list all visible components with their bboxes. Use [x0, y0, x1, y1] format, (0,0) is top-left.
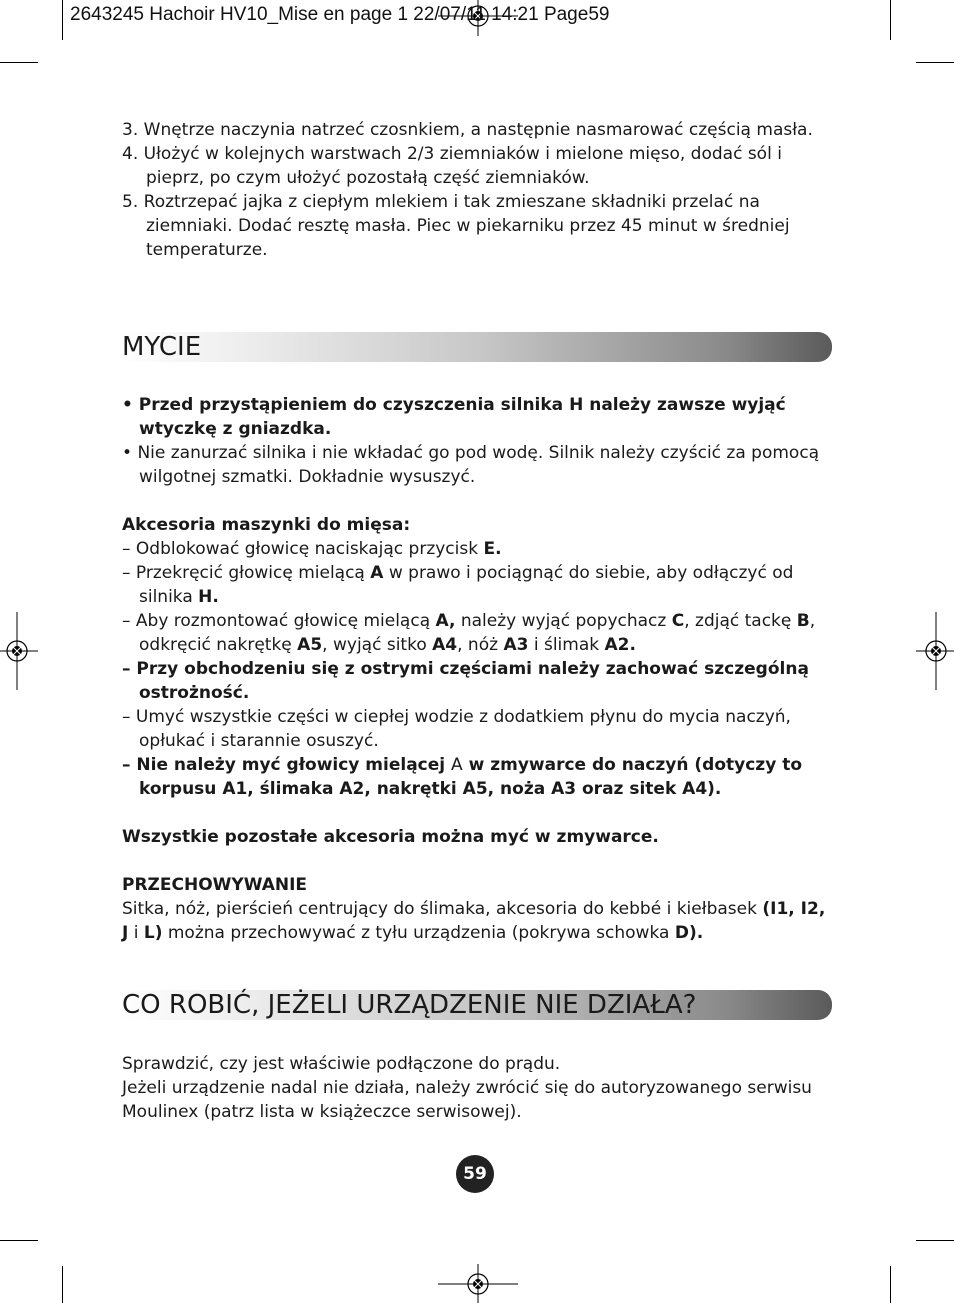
dash-item: – Odblokować głowicę naciskając przycisk E. — [122, 539, 502, 559]
dash-item: – Przy obchodzeniu się z ostrymi częściami należy zachować szczególną ostrożność. — [122, 659, 809, 703]
page-number: 59 — [456, 1155, 494, 1193]
print-slug: 2643245 Hachoir HV10_Mise en page 1 22/07/11 14:21 Page59 — [70, 4, 610, 25]
troubleshoot-body — [122, 1052, 834, 1124]
bullet-item: • Nie zanurzać silnika i nie wkładać go pod wodę. Silnik należy czyścić za pomocą wilgotnej szmatki. Dokładnie wysuszyć. — [122, 443, 820, 487]
crop-mark — [0, 1240, 38, 1241]
registration-mark-icon — [0, 612, 38, 690]
mycie-body — [122, 393, 834, 945]
crop-mark — [916, 1240, 954, 1241]
storage-heading: PRZECHOWYWANIE — [122, 875, 308, 895]
dash-item: – Przekręcić głowicę mielącą A w prawo i pociągnąć do siebie, aby odłączyć od silnika H. — [122, 563, 794, 607]
section-header-troubleshoot — [120, 990, 832, 1020]
step-item: 5. Roztrzepać jajka z ciepłym mlekiem i tak zmieszane składniki przelać na ziemniaki. Dodać resztę masła. Piec w piekarniku przez 45 minut w średniej temperaturze. — [122, 192, 790, 260]
step-item: 3. Wnętrze naczynia natrzeć czosnkiem, a następnie nasmarować częścią masła. — [122, 120, 813, 140]
troubleshoot-line: Sprawdzić, czy jest właściwie podłączone do prądu. — [122, 1054, 561, 1074]
registration-mark-icon — [916, 612, 954, 690]
crop-mark — [890, 1266, 891, 1303]
crop-mark — [62, 0, 63, 40]
section-title: MYCIE — [122, 332, 202, 362]
crop-mark — [62, 1266, 63, 1303]
crop-mark — [890, 0, 891, 40]
dash-item: – Nie należy myć głowicy mielącej A w zmywarce do naczyń (dotyczy to korpusu A1, ślimaka A2, nakrętki A5, noża A3 oraz sitek A4). — [122, 755, 803, 799]
storage-text: Sitka, nóż, pierścień centrujący do ślimaka, akcesoria do kebbé i kiełbasek (I1, I2, J i L) można przechowywać z tyłu urządzenia (pokrywa schowka D). — [122, 899, 826, 943]
dash-item: – Aby rozmontować głowicę mielącą A, należy wyjąć popychacz C, zdjąć tackę B, odkręcić nakrętkę A5, wyjąć sitko A4, nóż A3 i ślimak A2. — [122, 611, 816, 655]
section-header-mycie — [120, 332, 832, 362]
dash-item: – Umyć wszystkie części w ciepłej wodzie z dodatkiem płynu do mycia naczyń, opłukać i starannie osuszyć. — [122, 707, 791, 751]
troubleshoot-line: Jeżeli urządzenie nadal nie działa, należy zwrócić się do autoryzowanego serwisu Moulinex (patrz lista w książeczce serwisowej). — [122, 1078, 812, 1122]
crop-mark — [0, 62, 38, 63]
dishwasher-note: Wszystkie pozostałe akcesoria można myć w zmywarce. — [122, 827, 659, 847]
recipe-steps — [122, 118, 834, 262]
crop-mark — [916, 62, 954, 63]
step-item: 4. Ułożyć w kolejnych warstwach 2/3 ziemniaków i mielone mięso, dodać sól i pieprz, po czym ułożyć pozostałą część ziemniaków. — [122, 144, 782, 188]
registration-mark-icon — [438, 1264, 518, 1303]
accessories-heading: Akcesoria maszynki do mięsa: — [122, 515, 411, 535]
section-title: CO ROBIĆ, JEŻELI URZĄDZENIE NIE DZIAŁA? — [122, 990, 697, 1020]
bullet-item: • Przed przystąpieniem do czyszczenia silnika H należy zawsze wyjąć wtyczkę z gniazdka. — [122, 395, 786, 439]
